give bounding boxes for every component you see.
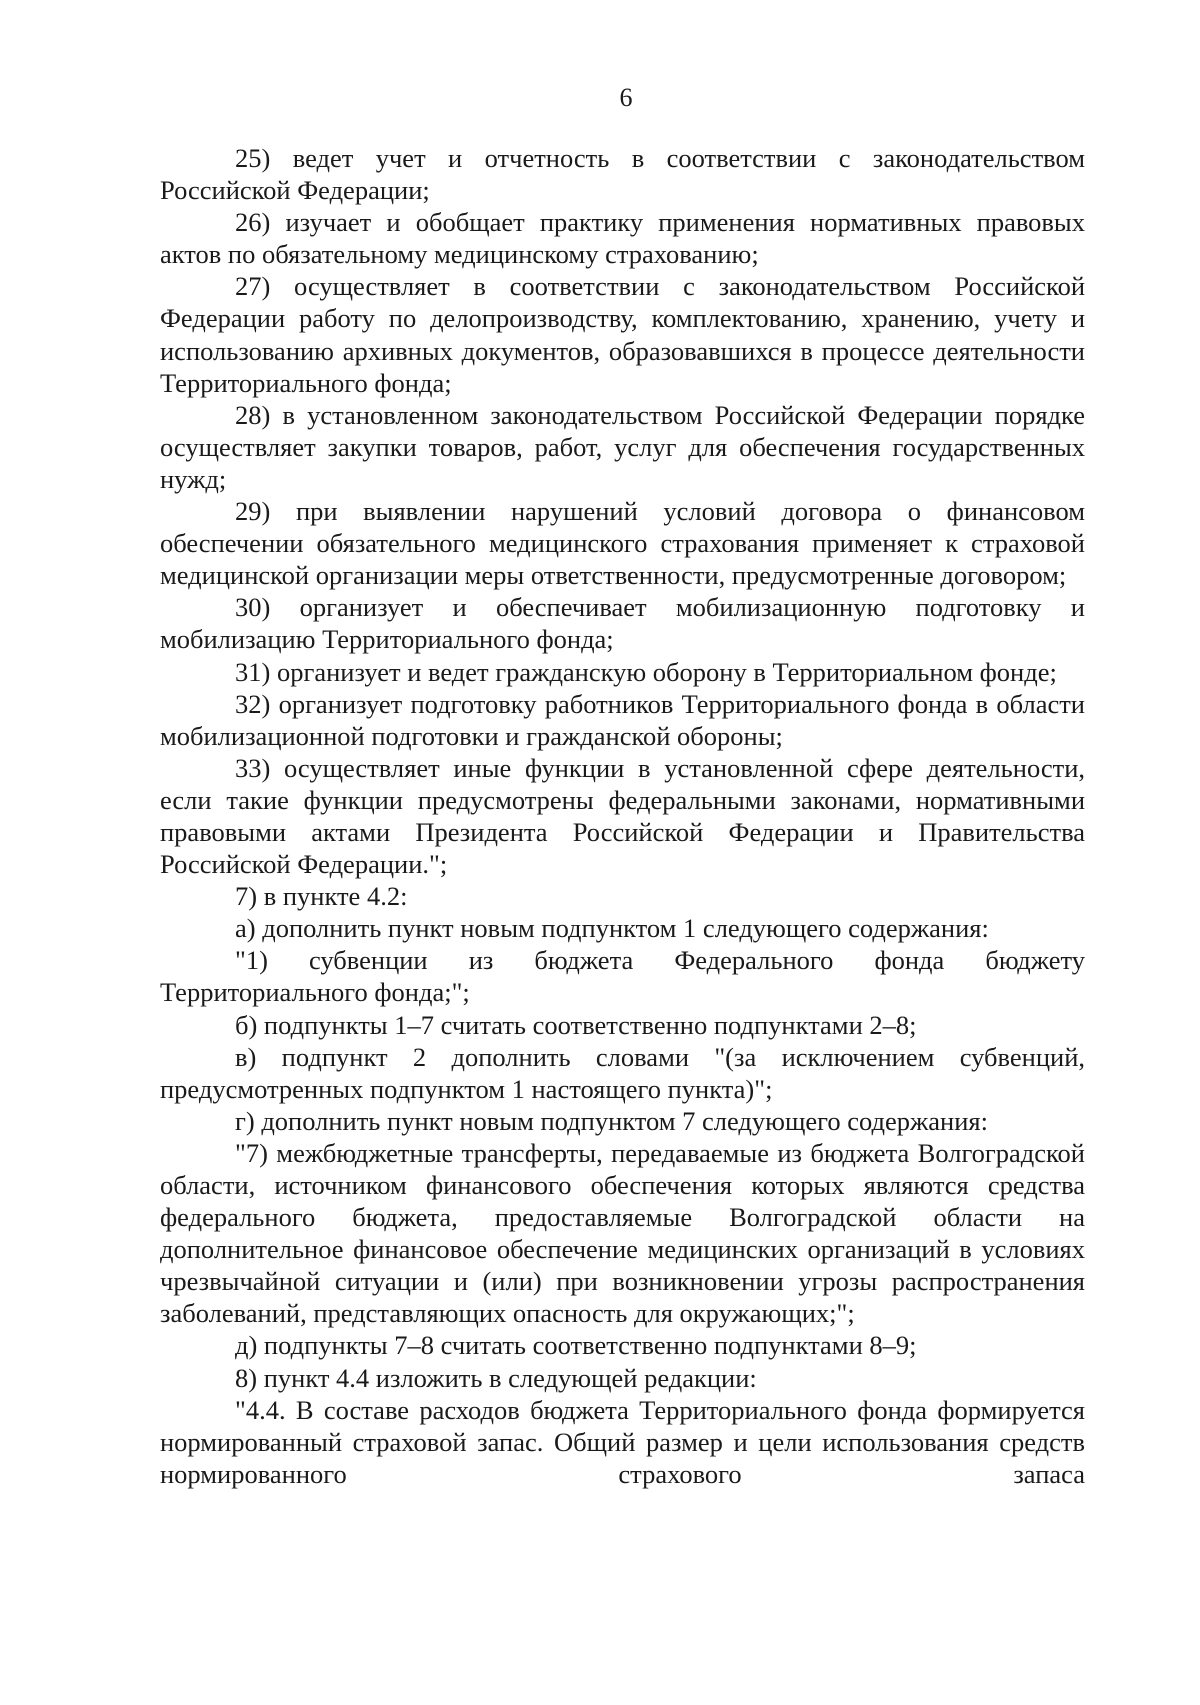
paragraph-quote-7: "7) межбюджетные трансферты, передаваемые из бюджета Волгоградской области, источником финансового обеспечения которых являются средства федерального бюджета, предоставляемые Волгоградской области на дополнительное финансовое обеспечение медицинских организаций в условиях чрезвычайной ситуации и (или) при возникновении угрозы распространения заболеваний, представляющих опасность для окружающих;";	[160, 1137, 1085, 1329]
page-number: 6	[619, 83, 633, 112]
paragraph-item-32: 32) организует подготовку работников Территориального фонда в области мобилизационной подготовки и гражданской обороны;	[160, 688, 1085, 751]
document-body	[160, 142, 1085, 1490]
paragraph-subitem-a: а) дополнить пункт новым подпунктом 1 следующего содержания:	[235, 913, 989, 944]
paragraph-item-25: 25) ведет учет и отчетность в соответствии с законодательством Российской Федерации;	[160, 143, 1085, 206]
paragraph-quote-1: "1) субвенции из бюджета Федерального фонда бюджету Территориального фонда;";	[160, 945, 1085, 1008]
paragraph-subitem-g: г) дополнить пункт новым подпунктом 7 следующего содержания:	[235, 1105, 988, 1136]
paragraph-item-33: 33) осуществляет иные функции в установленной сфере деятельности, если такие функции предусмотрены федеральными законами, нормативными правовыми актами Президента Российской Федерации и Правительства Российской Федерации.";	[160, 752, 1085, 880]
paragraph-amendment-8: 8) пункт 4.4 изложить в следующей редакции:	[235, 1362, 757, 1393]
paragraph-item-27: 27) осуществляет в соответствии с законодательством Российской Федерации работу по делопроизводству, комплектованию, хранению, учету и использованию архивных документов, образовавшихся в процессе деятельности Территориального фонда;	[160, 271, 1085, 398]
paragraph-subitem-v: в) подпункт 2 дополнить словами "(за исключением субвенций, предусмотренных подпунктом 1 настоящего пункта)";	[160, 1041, 1085, 1104]
paragraph-subitem-d: д) подпункты 7–8 считать соответственно подпунктами 8–9;	[235, 1330, 917, 1361]
paragraph-subitem-b: б) подпункты 1–7 считать соответственно подпунктами 2–8;	[235, 1009, 917, 1040]
paragraph-item-29: 29) при выявлении нарушений условий договора о финансовом обеспечении обязательного медицинского страхования применяет к страховой медицинской организации меры ответственности, предусмотренные договором;	[160, 496, 1085, 591]
paragraph-item-31: 31) организует и ведет гражданскую оборону в Территориальном фонде;	[235, 656, 1057, 687]
paragraph-amendment-7: 7) в пункте 4.2:	[235, 881, 408, 912]
paragraph-quote-4-4: "4.4. В составе расходов бюджета Территориального фонда формируется нормированный страховой запас. Общий размер и цели использования средств нормированного страхового запаса	[160, 1394, 1085, 1489]
paragraph-item-26: 26) изучает и обобщает практику применения нормативных правовых актов по обязательному медицинскому страхованию;	[160, 207, 1085, 270]
paragraph-item-30: 30) организует и обеспечивает мобилизационную подготовку и мобилизацию Территориального фонда;	[160, 592, 1085, 655]
paragraph-item-28: 28) в установленном законодательством Российской Федерации порядке осуществляет закупки товаров, работ, услуг для обеспечения государственных нужд;	[160, 399, 1085, 494]
